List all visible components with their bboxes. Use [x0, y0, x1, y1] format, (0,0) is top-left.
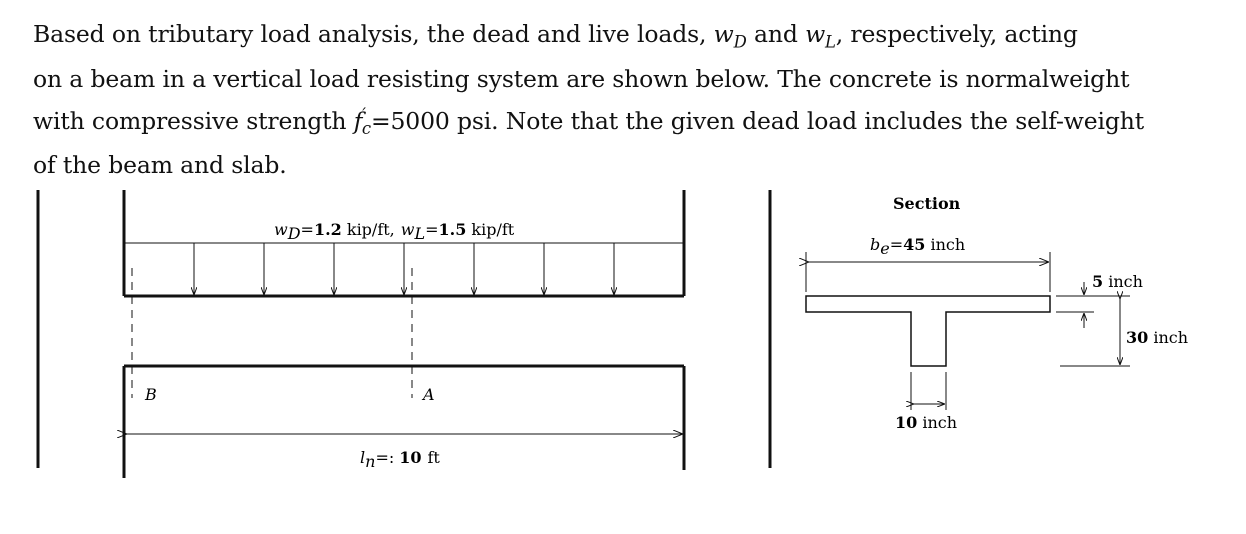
- span-label: ln=: 10 ft: [360, 448, 440, 471]
- point-a-label: A: [423, 385, 435, 404]
- point-b-label: B: [145, 385, 157, 404]
- text-segment: of the beam and slab.: [33, 151, 287, 180]
- tbeam-outline: [806, 296, 1050, 366]
- section-title: Section: [893, 194, 961, 213]
- tbeam-section: [770, 190, 1188, 468]
- text-segment: and: [746, 20, 806, 48]
- depth-label: 30 inch: [1126, 328, 1189, 347]
- wL-symbol: $w_L$: [805, 20, 836, 52]
- text-segment: with compressive strength: [33, 106, 354, 135]
- load-label: wD=1.2 kip/ft, wL=1.5 kip/ft: [274, 220, 515, 243]
- beam-elevation: [38, 190, 684, 478]
- text-segment: Based on tributary load analysis, the dead and live loads,: [33, 20, 714, 48]
- flange-width-label: be=45 inch: [870, 235, 966, 258]
- flange-thickness-label: 5 inch: [1092, 272, 1143, 291]
- wD-symbol: $w_D$: [713, 20, 747, 52]
- load-arrows: [194, 243, 614, 294]
- text-segment: =5000 psi. Note that the given dead load includes the self-weight: [370, 106, 1145, 135]
- fc-symbol: $f'_c$: [353, 104, 371, 139]
- text-segment: on a beam in a vertical load resisting system are shown below. The concrete is normalweight: [33, 64, 1130, 93]
- text-segment: , respectively, acting: [835, 20, 1078, 48]
- web-width-label: 10 inch: [895, 413, 958, 432]
